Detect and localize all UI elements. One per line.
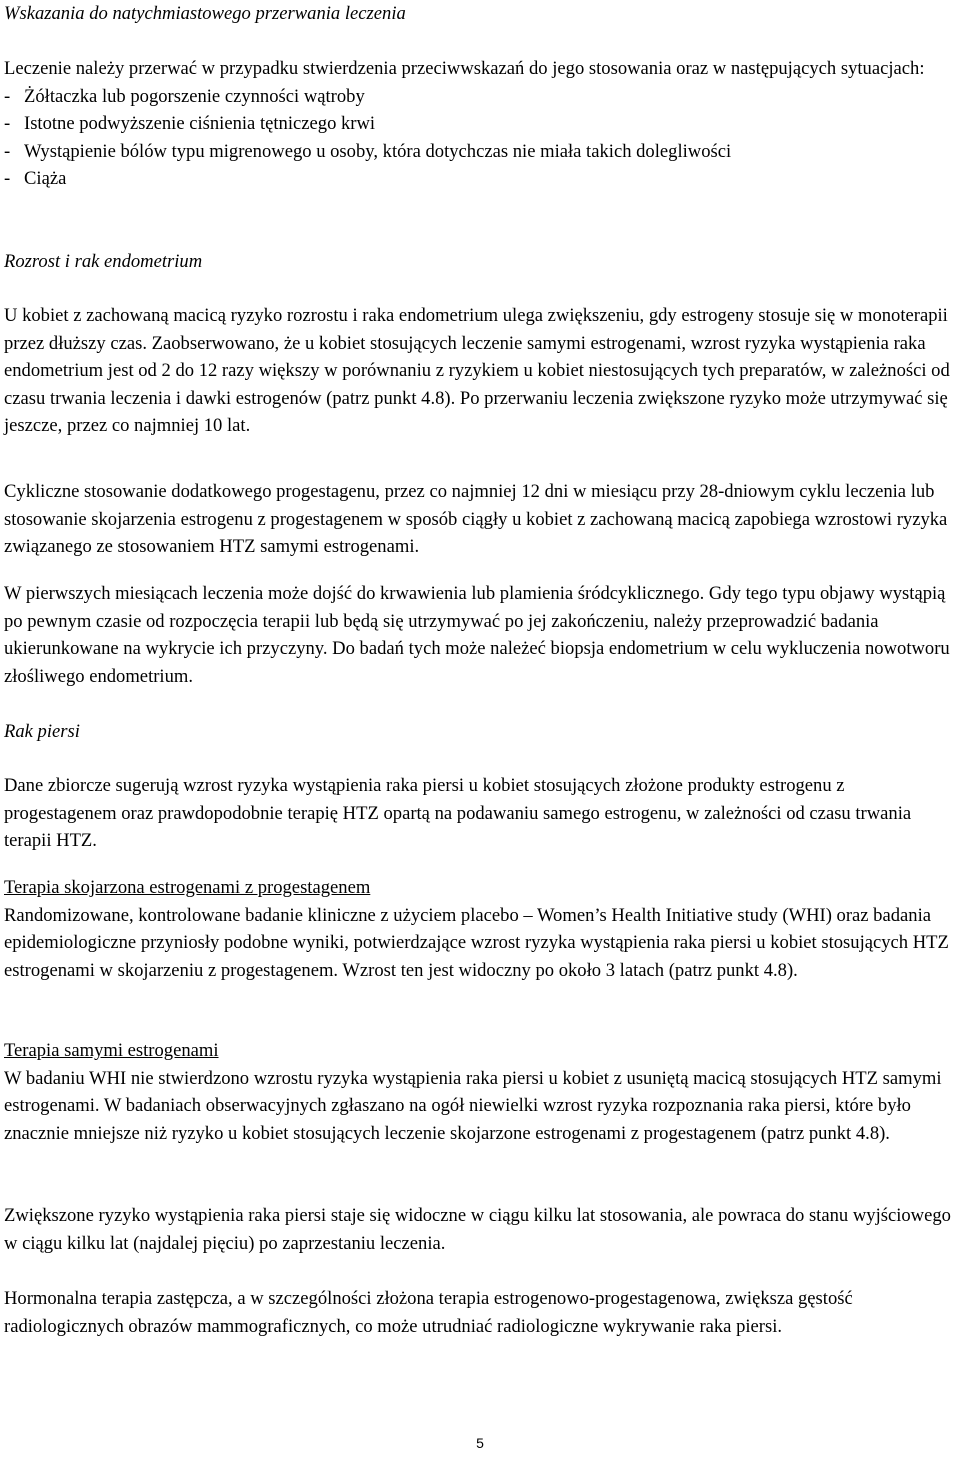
list-dash: - [4, 140, 11, 162]
endometrium-paragraph-3: W pierwszych miesiącach leczenia może dojść do krwawienia lub plamienia śródcyklicznego. Gdy tego typu objawy wystąpią po pewnym czasie od rozpoczęcia terapii lub będą się utrzymywać po jej zakończeniu, należy przeprowadzić badania ukierunkowane na wykrycie ich przyczyny. Do badań tych może należeć biopsja endometrium w celu wykluczenia nowotworu złośliwego endometrium. [4, 583, 950, 687]
list-dash: - [4, 168, 11, 190]
page-number: 5 [476, 1435, 484, 1451]
endometrium-heading: Rozrost i rak endometrium [4, 251, 203, 272]
estrogen-only-heading: Terapia samymi estrogenami [4, 1040, 219, 1061]
estrogen-only-section [4, 1037, 956, 1147]
list-item-text: Żółtaczka lub pogorszenie czynności wątroby [24, 85, 365, 107]
list-item-text: Ciąża [24, 168, 67, 190]
breast-cancer-heading: Rak piersi [4, 721, 80, 742]
combined-therapy-section [4, 874, 956, 984]
breast-cancer-paragraph: Dane zbiorcze sugerują wzrost ryzyka wystąpienia raka piersi u kobiet stosujących złożone produkty estrogenu z progestagenem oraz prawdopodobnie terapię HTZ opartą na podawaniu samego estrogenu, w zależności od czasu trwania terapii HTZ. [4, 775, 912, 852]
list-item [4, 110, 956, 138]
list-item [4, 138, 956, 166]
contraindications-section [4, 55, 956, 193]
list-item [4, 83, 956, 111]
endometrium-paragraph-2: Cykliczne stosowanie dodatkowego progestagenu, przez co najmniej 12 dni w miesiącu przy 28-dniowym cyklu leczenia lub stosowanie skojarzenia estrogenu z progestagenem w sposób ciągły u kobiet z zachowaną macicą zapobiega wzrostowi ryzyka związanego ze stosowaniem HTZ samymi estrogenami. [4, 481, 948, 558]
contraindications-heading: Wskazania do natychmiastowego przerwania leczenia [4, 3, 406, 24]
endometrium-paragraph-1: U kobiet z zachowaną macicą ryzyko rozrostu i raka endometrium ulega zwiększeniu, gdy estrogeny stosuje się w monoterapii przez dłuższy czas. Zaobserwowano, że u kobiet stosujących leczenie samymi estrogenami, wzrost ryzyka wystąpienia raka endometrium jest od 2 do 12 razy większy w porównaniu z ryzykiem u kobiet niestosujących tych preparatów, w zależności od czasu trwania leczenia i dawki estrogenów (patrz punkt 4.8). Po przerwaniu leczenia zwiększone ryzyko może utrzymywać się jeszcze, przez co najmniej 10 lat. [4, 305, 950, 437]
list-dash: - [4, 113, 11, 135]
density-paragraph: Hormonalna terapia zastępcza, a w szczególności złożona terapia estrogenowo-progestagenowa, zwiększa gęstość radiologicznych obrazów mammograficznych, co może utrudniać radiologiczne wykrywanie raka piersi. [4, 1288, 853, 1337]
list-dash: - [4, 85, 11, 107]
combined-therapy-heading: Terapia skojarzona estrogenami z progestagenem [4, 877, 371, 898]
list-item-text: Wystąpienie bólów typu migrenowego u osoby, która dotychczas nie miała takich dolegliwości [24, 140, 732, 162]
contraindications-list [4, 83, 956, 193]
list-item-text: Istotne podwyższenie ciśnienia tętniczego krwi [24, 113, 376, 135]
risk-paragraph: Zwiększone ryzyko wystąpienia raka piersi staje się widoczne w ciągu kilku lat stosowania, ale powraca do stanu wyjściowego w ciągu kilku lat (najdalej pięciu) po zaprzestaniu leczenia. [4, 1205, 951, 1254]
list-item [4, 165, 956, 193]
combined-therapy-paragraph: Randomizowane, kontrolowane badanie kliniczne z użyciem placebo – Women’s Health Initiative study (WHI) oraz badania epidemiologiczne przyniosły podobne wyniki, potwierdzające wzrost ryzyka wystąpienia raka piersi u kobiet stosujących HTZ estrogenami w skojarzeniu z progestagenem. Wzrost ten jest widoczny po około 3 latach (patrz punkt 4.8). [4, 904, 949, 981]
estrogen-only-paragraph: W badaniu WHI nie stwierdzono wzrostu ryzyka wystąpienia raka piersi u kobiet z usuniętą macicą stosujących HTZ samymi estrogenami. W badaniach obserwacyjnych zgłaszano na ogół niewielki wzrost ryzyka rozpoznania raka piersi, które było znacznie mniejsze niż ryzyko u kobiet stosujących leczenie skojarzone estrogenami z progestagenem (patrz punkt 4.8). [4, 1067, 942, 1144]
contraindications-intro: Leczenie należy przerwać w przypadku stwierdzenia przeciwwskazań do jego stosowania oraz w następujących sytuacjach: [4, 58, 925, 79]
